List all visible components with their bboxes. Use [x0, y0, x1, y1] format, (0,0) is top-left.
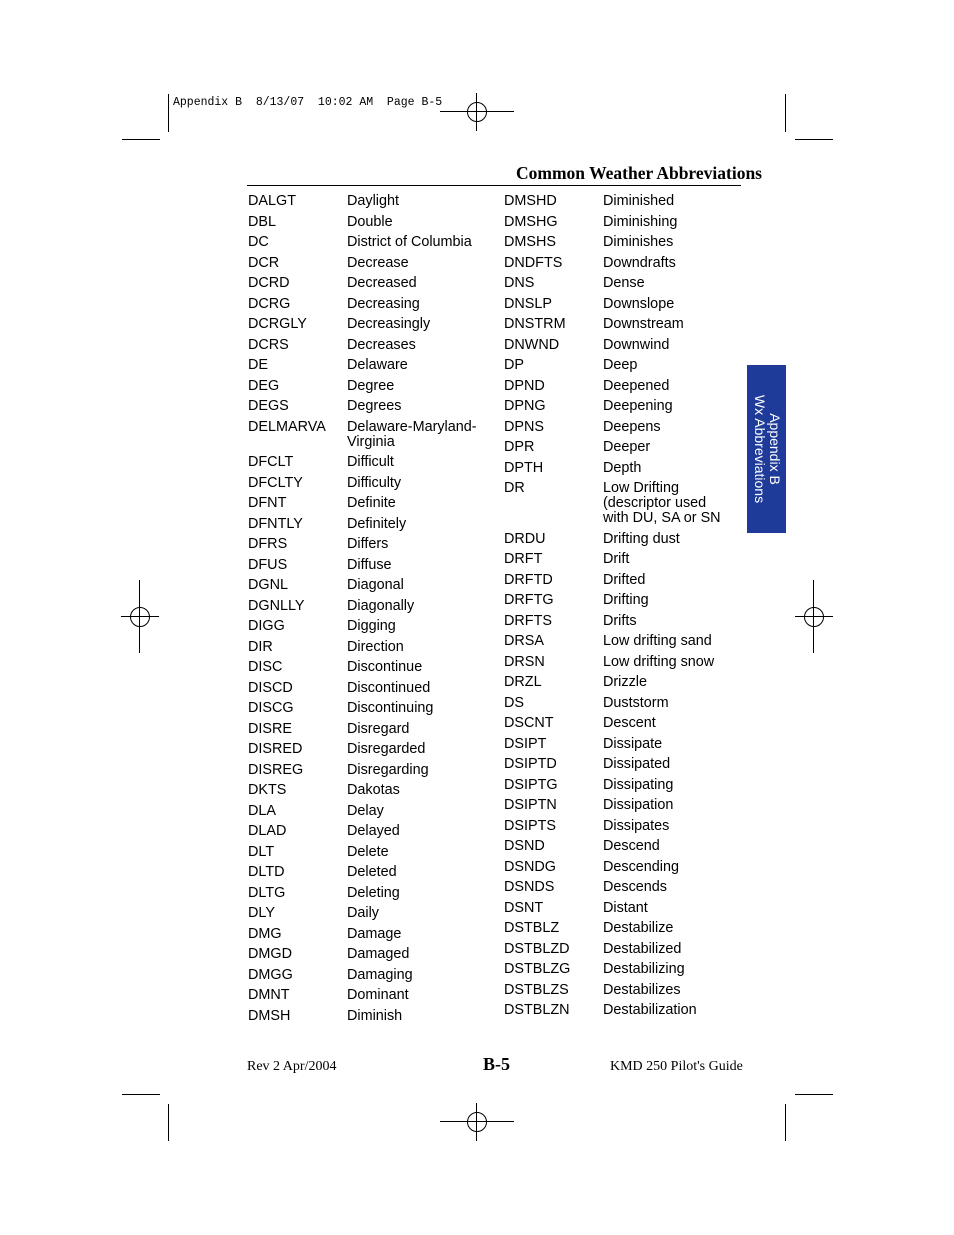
abbreviation-code: DGNLLY [248, 597, 305, 614]
abbreviation-row [248, 701, 498, 716]
abbreviation-code: DELMARVA [248, 418, 326, 435]
abbreviation-row [248, 338, 498, 353]
abbreviation-row [248, 399, 498, 414]
abbreviation-row [504, 235, 744, 250]
abbreviation-meaning: Dissipating [603, 776, 674, 793]
abbreviation-row [504, 696, 744, 711]
abbreviation-code: DSND [504, 838, 545, 854]
abbreviation-code: DSTBLZS [504, 981, 569, 998]
abbreviation-row [248, 496, 498, 511]
abbreviation-code: DRSA [504, 633, 544, 649]
abbreviation-meaning: Descent [603, 715, 656, 731]
abbreviation-meaning: Double [347, 213, 393, 230]
abbreviation-row [248, 476, 498, 491]
abbreviation-row [504, 593, 744, 608]
abbreviation-meaning: Differs [347, 536, 389, 552]
abbreviation-code: DSIPTN [504, 797, 557, 813]
abbreviation-meaning: Diminish [347, 1007, 403, 1024]
abbreviation-row [248, 558, 498, 573]
abbreviation-meaning: Destabilized [603, 940, 682, 957]
abbreviation-meaning: Destabilizing [603, 961, 685, 977]
abbreviation-code: DMGD [248, 946, 292, 962]
abbreviation-code: DSTBLZN [504, 1002, 570, 1018]
abbreviation-code: DR [504, 480, 525, 496]
abbreviation-code: DLT [248, 843, 275, 860]
abbreviation-row [504, 614, 744, 629]
abbreviation-code: DISCG [248, 700, 294, 716]
abbreviation-row [504, 215, 744, 230]
abbreviation-row [248, 886, 498, 901]
abbreviation-code: DSCNT [504, 715, 554, 731]
footer-page-number: B-5 [483, 1054, 510, 1074]
abbreviation-row [248, 578, 498, 593]
abbreviation-code: DRDU [504, 530, 546, 547]
abbreviation-meaning: Descend [603, 838, 660, 854]
abbreviation-row [504, 655, 744, 670]
abbreviation-row [504, 532, 744, 547]
abbreviation-meaning: Descends [603, 879, 667, 895]
abbreviation-meaning: Downslope [603, 295, 675, 312]
abbreviation-row [504, 634, 744, 649]
abbreviation-meaning: Drifted [603, 571, 646, 588]
abbreviation-code: DNSTRM [504, 316, 566, 332]
abbreviation-meaning: Delaware [347, 357, 408, 373]
abbreviation-code: DRFTG [504, 592, 554, 608]
side-tab-line2: Wx Abbreviations [751, 394, 768, 504]
header-rule [247, 185, 741, 186]
abbreviation-meaning: Destabilize [603, 920, 674, 936]
abbreviation-meaning: Drizzle [603, 674, 647, 690]
abbreviation-code: DNS [504, 275, 535, 291]
abbreviation-meaning: Deleted [347, 864, 397, 880]
abbreviation-row [248, 681, 498, 696]
abbreviation-code: DNSLP [504, 295, 552, 312]
abbreviation-code: DCR [248, 254, 280, 271]
abbreviation-code: DPND [504, 377, 545, 394]
abbreviation-code: DPR [504, 439, 535, 455]
abbreviation-row [248, 317, 498, 332]
abbreviation-code: DS [504, 694, 524, 711]
abbreviation-row [504, 880, 744, 895]
abbreviation-meaning: Daylight [347, 193, 399, 209]
abbreviation-meaning: District of Columbia [347, 234, 472, 250]
abbreviation-code: DISREG [248, 761, 304, 778]
abbreviation-meaning: Disregarding [347, 761, 429, 778]
abbreviation-row [248, 845, 498, 860]
abbreviation-row [504, 942, 744, 957]
abbreviation-meaning: Diminished [603, 193, 675, 209]
abbreviation-code: DFNTLY [248, 515, 303, 532]
abbreviation-code: DCRG [248, 295, 291, 312]
abbreviation-row [248, 804, 498, 819]
abbreviation-meaning: Decreasingly [347, 316, 431, 332]
abbreviation-meaning: Diagonally [347, 597, 415, 614]
abbreviation-row [248, 455, 498, 470]
abbreviation-row [504, 921, 744, 936]
abbreviation-code: DKTS [248, 782, 287, 798]
abbreviation-code: DGNL [248, 577, 288, 593]
abbreviation-code: DSIPTD [504, 756, 557, 772]
abbreviation-meaning: Discontinuing [347, 700, 434, 716]
page-title: Common Weather Abbreviations [516, 163, 762, 183]
abbreviation-meaning: Downdrafts [603, 254, 676, 271]
abbreviation-row [248, 297, 498, 312]
abbreviation-row [504, 297, 744, 312]
abbreviation-meaning: Difficulty [347, 474, 402, 491]
abbreviation-code: DPTH [504, 459, 544, 476]
abbreviation-code: DEG [248, 377, 280, 394]
abbreviation-code: DCRS [248, 336, 289, 353]
abbreviation-row [248, 722, 498, 737]
abbreviation-row [248, 599, 498, 614]
abbreviation-code: DLTD [248, 864, 285, 880]
abbreviation-row [248, 619, 498, 634]
abbreviation-row [504, 461, 744, 476]
abbreviation-row [248, 783, 498, 798]
abbreviation-code: DNWND [504, 336, 560, 353]
abbreviation-meaning: Drifts [603, 612, 637, 629]
abbreviation-row [504, 440, 744, 455]
abbreviation-code: DBL [248, 213, 276, 230]
abbreviation-meaning: Deep [603, 357, 638, 373]
abbreviation-meaning: Damaged [347, 946, 410, 962]
abbreviation-meaning: Dense [603, 275, 645, 291]
abbreviation-row [504, 481, 744, 526]
abbreviation-meaning: Drifting [603, 592, 649, 608]
abbreviation-row [504, 399, 744, 414]
abbreviation-code: DE [248, 357, 268, 373]
abbreviation-meaning: Dominant [347, 987, 409, 1003]
abbreviation-meaning: Difficult [347, 454, 394, 470]
footer-guide-title: KMD 250 Pilot's Guide [610, 1059, 743, 1074]
abbreviation-code: DNDFTS [504, 254, 563, 271]
abbreviation-code: DSTBLZ [504, 920, 560, 936]
appendix-side-tab [747, 365, 786, 533]
abbreviation-column-right [504, 194, 744, 1024]
abbreviation-row [504, 194, 744, 209]
abbreviation-code: DMSHG [504, 213, 558, 230]
abbreviation-row [504, 552, 744, 567]
abbreviation-code: DRFTS [504, 612, 552, 629]
abbreviation-row [504, 1003, 744, 1018]
abbreviation-code: DCRGLY [248, 316, 307, 332]
abbreviation-row [248, 865, 498, 880]
abbreviation-row [504, 860, 744, 875]
abbreviation-row [248, 420, 498, 450]
abbreviation-meaning: Disregard [347, 720, 410, 737]
abbreviation-meaning: Deepening [603, 398, 673, 414]
abbreviation-row [504, 901, 744, 916]
abbreviation-code: DRZL [504, 674, 542, 690]
abbreviation-code: DRFTD [504, 571, 553, 588]
abbreviation-meaning: Destabilization [603, 1002, 697, 1018]
abbreviation-meaning: Destabilizes [603, 981, 681, 998]
abbreviation-meaning: Duststorm [603, 694, 669, 711]
abbreviation-meaning: Diminishes [603, 234, 674, 250]
abbreviation-row [248, 517, 498, 532]
abbreviation-meaning: Dakotas [347, 782, 400, 798]
abbreviation-meaning: Downstream [603, 316, 684, 332]
abbreviation-code: DLA [248, 802, 276, 819]
abbreviation-row [248, 742, 498, 757]
abbreviation-row [504, 962, 744, 977]
abbreviation-row [504, 420, 744, 435]
abbreviation-code: DFUS [248, 556, 288, 573]
abbreviation-row [248, 537, 498, 552]
abbreviation-row [504, 983, 744, 998]
abbreviation-row [504, 737, 744, 752]
abbreviation-meaning: Decreasing [347, 295, 420, 312]
abbreviation-meaning: Deeper [603, 439, 651, 455]
abbreviation-row [248, 358, 498, 373]
abbreviation-row [504, 716, 744, 731]
abbreviation-meaning: Depth [603, 459, 642, 476]
abbreviation-meaning: Disregarded [347, 741, 426, 757]
abbreviation-code: DPNS [504, 418, 544, 435]
side-tab-line1: Appendix B [766, 413, 783, 485]
abbreviation-code: DLAD [248, 823, 287, 839]
abbreviation-row [248, 988, 498, 1003]
abbreviation-code: DSTBLZD [504, 940, 570, 957]
abbreviation-meaning: Delaware-Maryland- Virginia [347, 418, 477, 450]
abbreviation-meaning: Discontinue [347, 659, 423, 675]
abbreviation-row [248, 215, 498, 230]
abbreviation-code: DMGG [248, 966, 293, 983]
abbreviation-code: DCRD [248, 275, 290, 291]
abbreviation-meaning: Digging [347, 618, 396, 634]
abbreviation-row [248, 660, 498, 675]
abbreviation-meaning: Drifting dust [603, 530, 680, 547]
abbreviation-code: DFCLTY [248, 474, 303, 491]
abbreviation-meaning: Direction [347, 638, 404, 655]
abbreviation-code: DLTG [248, 884, 286, 901]
abbreviation-code: DFNT [248, 495, 287, 511]
abbreviation-code: DSTBLZG [504, 961, 571, 977]
abbreviation-row [248, 906, 498, 921]
abbreviation-code: DISC [248, 659, 283, 675]
abbreviation-row [248, 235, 498, 250]
abbreviation-row [504, 839, 744, 854]
abbreviation-code: DISRE [248, 720, 292, 737]
abbreviation-meaning: Descending [603, 858, 680, 875]
abbreviation-row [504, 379, 744, 394]
abbreviation-row [248, 927, 498, 942]
abbreviation-meaning: Dissipates [603, 817, 670, 834]
abbreviation-row [504, 675, 744, 690]
abbreviation-meaning: Dissipated [603, 756, 671, 772]
abbreviation-row [504, 358, 744, 373]
abbreviation-meaning: Drift [603, 551, 630, 567]
abbreviation-row [248, 194, 498, 209]
abbreviation-code: DSIPTS [504, 817, 556, 834]
abbreviation-code: DSNDG [504, 858, 556, 875]
abbreviation-meaning: Decrease [347, 254, 409, 271]
abbreviation-code: DEGS [248, 398, 289, 414]
abbreviation-row [248, 379, 498, 394]
abbreviation-meaning: Downwind [603, 336, 670, 353]
abbreviation-code: DP [504, 357, 524, 373]
abbreviation-meaning: Deleting [347, 884, 400, 901]
abbreviation-meaning: Delayed [347, 823, 400, 839]
abbreviation-row [504, 778, 744, 793]
abbreviation-row [504, 317, 744, 332]
abbreviation-meaning: Diminishing [603, 213, 678, 230]
abbreviation-code: DC [248, 234, 269, 250]
abbreviation-row [248, 276, 498, 291]
abbreviation-meaning: Dissipate [603, 735, 663, 752]
abbreviation-meaning: Degrees [347, 398, 402, 414]
abbreviation-code: DSIPT [504, 735, 547, 752]
abbreviation-row [248, 1009, 498, 1024]
abbreviation-row [504, 798, 744, 813]
abbreviation-code: DRFT [504, 551, 543, 567]
abbreviation-code: DPNG [504, 398, 546, 414]
abbreviation-code: DSNT [504, 899, 544, 916]
abbreviation-row [504, 819, 744, 834]
abbreviation-meaning: Low Drifting (descriptor used with DU, SA or SN [603, 480, 721, 526]
abbreviation-code: DISCD [248, 679, 293, 696]
abbreviation-meaning: Diffuse [347, 556, 392, 573]
abbreviation-row [504, 276, 744, 291]
abbreviation-row [248, 763, 498, 778]
abbreviation-meaning: Definite [347, 495, 396, 511]
abbreviation-row [248, 640, 498, 655]
abbreviation-row [248, 947, 498, 962]
abbreviation-meaning: Distant [603, 899, 648, 916]
abbreviation-meaning: Delay [347, 802, 384, 819]
abbreviation-meaning: Low drifting sand [603, 633, 712, 649]
abbreviation-row [504, 573, 744, 588]
abbreviation-code: DFCLT [248, 454, 294, 470]
abbreviation-meaning: Delete [347, 843, 389, 860]
abbreviation-code: DMSHS [504, 234, 556, 250]
abbreviation-column-left [248, 194, 498, 1029]
abbreviation-code: DSIPTG [504, 776, 558, 793]
abbreviation-code: DFRS [248, 536, 288, 552]
abbreviation-code: DRSN [504, 653, 545, 670]
abbreviation-meaning: Discontinued [347, 679, 431, 696]
abbreviation-meaning: Diagonal [347, 577, 404, 593]
abbreviation-code: DMSH [248, 1007, 291, 1024]
abbreviation-code: DALGT [248, 193, 296, 209]
side-tab-label [752, 395, 782, 503]
abbreviation-code: DIR [248, 638, 273, 655]
abbreviation-row [504, 338, 744, 353]
abbreviation-code: DMNT [248, 987, 290, 1003]
abbreviation-meaning: Daily [347, 905, 379, 921]
abbreviation-meaning: Dissipation [603, 797, 674, 813]
abbreviation-code: DLY [248, 905, 275, 921]
abbreviation-meaning: Damaging [347, 966, 413, 983]
abbreviation-code: DSNDS [504, 879, 555, 895]
abbreviation-meaning: Definitely [347, 515, 407, 532]
abbreviation-code: DMSHD [504, 193, 557, 209]
abbreviation-meaning: Deepens [603, 418, 661, 435]
abbreviation-meaning: Degree [347, 377, 395, 394]
abbreviation-meaning: Deepened [603, 377, 670, 394]
abbreviation-meaning: Decreased [347, 275, 417, 291]
print-slug: Appendix B 8/13/07 10:02 AM Page B-5 [173, 96, 443, 109]
abbreviation-code: DIGG [248, 618, 285, 634]
abbreviation-meaning: Low drifting snow [603, 653, 715, 670]
abbreviation-meaning: Decreases [347, 336, 416, 353]
abbreviation-code: DISRED [248, 741, 303, 757]
abbreviation-row [248, 824, 498, 839]
abbreviation-meaning: Damage [347, 925, 402, 942]
abbreviation-row [504, 757, 744, 772]
abbreviation-row [504, 256, 744, 271]
abbreviation-code: DMG [248, 925, 282, 942]
abbreviation-row [248, 968, 498, 983]
abbreviation-row [248, 256, 498, 271]
footer-revision: Rev 2 Apr/2004 [247, 1059, 337, 1074]
